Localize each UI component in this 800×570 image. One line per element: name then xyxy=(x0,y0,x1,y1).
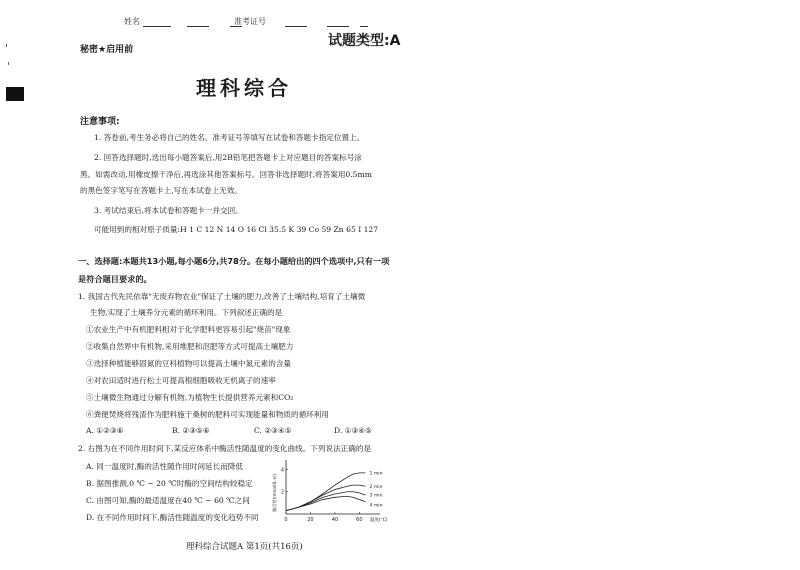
q1-option-c: C. ②③④⑤ xyxy=(254,426,292,435)
x-tick-label-0: 0 xyxy=(284,517,288,523)
q1-statement-1: ①农业生产中有机肥料相对于化学肥料更容易引起"烧苗"现象 xyxy=(86,325,291,334)
q1-stem-line-2: 生物,实现了土壤养分元素的循环利用。下列叙述正确的是 xyxy=(90,308,283,317)
notice-item-1: 1. 答卷前,考生务必将自己的姓名、准考证号等填写在试卷和答题卡指定位置上。 xyxy=(94,133,365,142)
notice-item-2-line-3: 的黑色签字笔写在答题卡上,写在本试卷上无效。 xyxy=(80,186,242,195)
q1-statement-5: ⑤土壤微生物通过分解有机物,为植物生长提供营养元素和CO₂ xyxy=(86,393,294,402)
atomic-masses: 可能用到的相对原子质量:H 1 C 12 N 14 O 16 Cl 35.5 K 39 Co 59 Zn 65 I 127 xyxy=(94,225,379,234)
name-blank-2 xyxy=(187,17,209,27)
exam-number-blank-2 xyxy=(327,17,349,27)
exam-number-blank xyxy=(285,17,307,27)
series-line-4 xyxy=(286,496,365,510)
q1-statement-4: ④对农田适时进行松土可提高根细胞吸收无机离子的速率 xyxy=(86,376,276,385)
series-line-2 xyxy=(286,485,365,511)
q1-statement-2: ②收集自然界中有机物,采用堆肥和沤肥等方式可提高土壤肥力 xyxy=(86,342,294,351)
notice-heading: 注意事项: xyxy=(80,117,120,127)
series-label-1: 1 min xyxy=(369,471,383,477)
y-tick-label-1: 4 xyxy=(280,467,284,474)
enzyme-activity-chart xyxy=(270,458,410,530)
exam-number-label: 准考证号 xyxy=(234,17,266,26)
registration-mark xyxy=(6,87,24,101)
section-heading-line-1: 一、选择题:本题共13小题,每小题6分,共78分。在每小题给出的四个选项中,只有一项 xyxy=(78,256,390,266)
name-field xyxy=(124,16,242,27)
margin-tick xyxy=(6,44,7,47)
page-title: 理科综合 xyxy=(196,76,292,100)
q2-stem: 2. 右图为在不同作用时间下,某反应体系中酶活性随温度的变化曲线。下列说法正确的是 xyxy=(78,444,372,453)
series-label-4: 4 min xyxy=(369,503,383,509)
x-tick-label-3: 60 xyxy=(356,517,363,523)
page-footer: 理科综合试题A 第1页(共16页) xyxy=(186,542,303,552)
q1-option-a: A. ①②③⑥ xyxy=(86,426,124,435)
q1-statement-3: ③选择种植能够固氮的豆科植物可以提高土壤中氮元素的含量 xyxy=(86,359,292,368)
exam-number-field xyxy=(234,16,368,27)
y-axis-label: 酶活性(mmol/(L·s)) xyxy=(272,473,277,512)
y-tick-label-0: 2 xyxy=(280,489,284,496)
x-axis-label: 温度(℃) xyxy=(370,518,388,523)
notice-item-2-line-2: 黑。如需改动,用橡皮擦干净后,再选涂其他答案标号。回答非选择题时,将答案用0.5mm xyxy=(80,170,372,179)
q1-stem-line-1: 1. 我国古代先民依靠"无废弃物农业"保证了土壤的肥力,改善了土壤结构,培育了土壤微 xyxy=(78,292,366,301)
paper-type: 试题类型:A xyxy=(328,33,401,49)
series-line-3 xyxy=(286,492,365,511)
q2-option-b: B. 据图推测,0 ℃ ~ 20 ℃时酶的空间结构较稳定 xyxy=(86,479,253,488)
section-heading-line-2: 是符合题目要求的。 xyxy=(78,274,152,284)
q1-option-d: D. ①③④⑤ xyxy=(334,426,372,435)
x-tick-label-1: 20 xyxy=(307,517,314,523)
q2-option-a: A. 同一温度时,酶的活性随作用时间延长而降低 xyxy=(86,462,244,471)
q1-statement-6: ⑥粪便焚烧将残渣作为肥料施于桑树的肥料可实现能量和物质的循环利用 xyxy=(86,410,329,419)
exam-number-blank-3 xyxy=(360,17,368,27)
confidential-mark: 秘密★启用前 xyxy=(80,45,134,55)
q2-option-d: D. 在不同作用时间下,酶活性随温度的变化趋势不同 xyxy=(86,513,259,522)
name-blank xyxy=(143,17,171,27)
notice-item-3: 3. 考试结束后,将本试卷和答题卡一并交回。 xyxy=(94,206,243,215)
series-label-2: 2 min xyxy=(369,484,383,490)
notice-item-2-line-1: 2. 回答选择题时,选出每小题答案后,用2B铅笔把答题卡上对应题目的答案标号涂 xyxy=(94,153,362,162)
name-label: 姓名 xyxy=(124,17,140,26)
margin-tick-2 xyxy=(8,62,9,65)
q2-option-c: C. 由图可知,酶的最适温度在40 ℃ ~ 60 ℃之间 xyxy=(86,496,250,505)
series-label-3: 3 min xyxy=(369,493,383,499)
x-tick-label-2: 40 xyxy=(331,517,339,523)
q1-option-b: B. ②③⑤⑥ xyxy=(172,426,210,435)
